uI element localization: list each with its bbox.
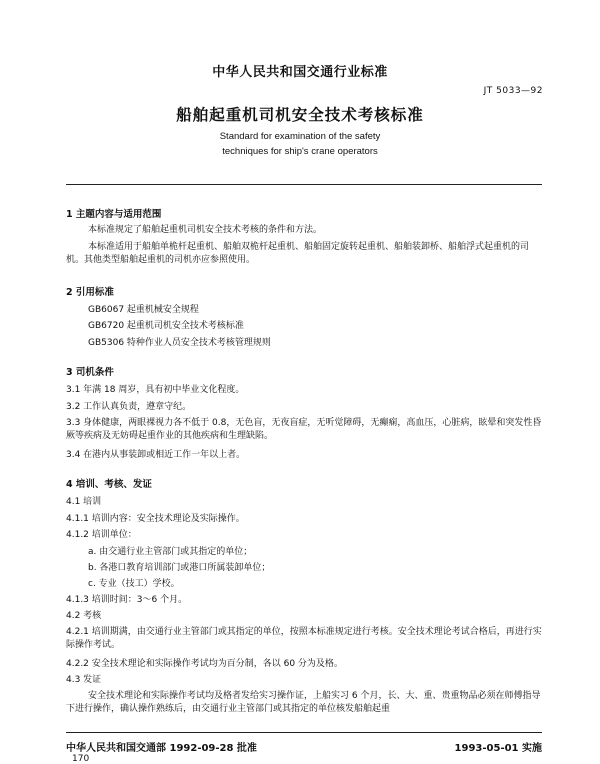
clause-4-1-2: 4.1.2 培训单位： bbox=[66, 530, 137, 540]
standard-code: JT 5033—92 bbox=[483, 86, 543, 96]
english-title-line-2: techniques for ship's crane operators bbox=[222, 146, 378, 157]
list-item-c: c. 专业（技工）学校。 bbox=[88, 579, 180, 589]
section-4-heading: 4 培训、考核、发证 bbox=[66, 479, 152, 490]
clause-4-3: 4.3 发证 bbox=[66, 675, 102, 685]
document-title: 船舶起重机司机安全技术考核标准 bbox=[176, 106, 424, 124]
section-1-paragraph-2: 本标准适用于船舶单桅杆起重机、船舶双桅杆起重机、船舶固定旋转起重机、船舶装卸桥、船舶浮式起重机的司机。其他类型船舶起重机的司机亦应参照使用。 bbox=[66, 242, 530, 265]
section-3-heading: 3 司机条件 bbox=[66, 367, 114, 378]
page-number: 170 bbox=[72, 754, 90, 764]
clause-4-1: 4.1 培训 bbox=[66, 497, 102, 507]
english-title-line-1: Standard for examination of the safety bbox=[219, 131, 381, 142]
reference-item: GB6067 起重机械安全规程 bbox=[88, 305, 199, 315]
section-3-item-4: 3.4 在港内从事装卸或相近工作一年以上者。 bbox=[66, 450, 246, 460]
list-item-a: a. 由交通行业主管部门或其指定的单位； bbox=[88, 547, 253, 557]
section-2-heading: 2 引用标准 bbox=[66, 287, 114, 298]
approval-line: 中华人民共和国交通部 1992-09-28 批准 bbox=[66, 743, 257, 754]
section-1-heading: 1 主题内容与适用范围 bbox=[66, 209, 162, 220]
clause-4-2-1: 4.2.1 培训期满，由交通行业主管部门或其指定的单位，按照本标准规定进行考核。安全技术理论考试合格后，再进行实际操作考试。 bbox=[66, 627, 542, 650]
section-3-item-2: 3.2 工作认真负责，遵章守纪。 bbox=[66, 402, 192, 412]
implementation-date: 1993-05-01 实施 bbox=[454, 743, 542, 754]
clause-4-2: 4.2 考核 bbox=[66, 611, 102, 621]
clause-4-1-3: 4.1.3 培训时间：3～6 个月。 bbox=[66, 595, 188, 605]
issuing-organization: 中华人民共和国交通行业标准 bbox=[212, 65, 388, 80]
clause-4-2-2: 4.2.2 安全技术理论和实际操作考试均为百分制，各以 60 分为及格。 bbox=[66, 659, 343, 669]
list-item-b: b. 各港口教育培训部门或港口所属装卸单位； bbox=[88, 563, 271, 573]
section-3-item-3: 3.3 身体健康，两眼裸视力各不低于 0.8，无色盲，无夜盲症，无听觉障碍，无癫痫，高血压，心脏病，眩晕和突发性昏厥等疾病及无妨碍起重作业的其他疾病和生理缺陷。 bbox=[66, 418, 542, 441]
section-3-item-1: 3.1 年满 18 周岁，具有初中毕业文化程度。 bbox=[66, 385, 245, 395]
reference-item: GB5306 特种作业人员安全技术考核管理规则 bbox=[88, 338, 271, 348]
clause-4-3-paragraph: 安全技术理论和实际操作考试均及格者发给实习操作证，上船实习 6 个月，长、大、重、贵重物品必须在师傅指导下进行操作，确认操作熟练后，由交通行业主管部门或其指定的单位核发船舶起重 bbox=[66, 691, 541, 714]
footer-rule bbox=[66, 732, 542, 733]
reference-item: GB6720 起重机司机安全技术考核标准 bbox=[88, 321, 244, 331]
clause-4-1-1: 4.1.1 培训内容：安全技术理论及实际操作。 bbox=[66, 514, 245, 524]
section-1-paragraph-1: 本标准规定了船舶起重机司机安全技术考核的条件和方法。 bbox=[88, 225, 323, 235]
header-rule bbox=[66, 184, 542, 185]
